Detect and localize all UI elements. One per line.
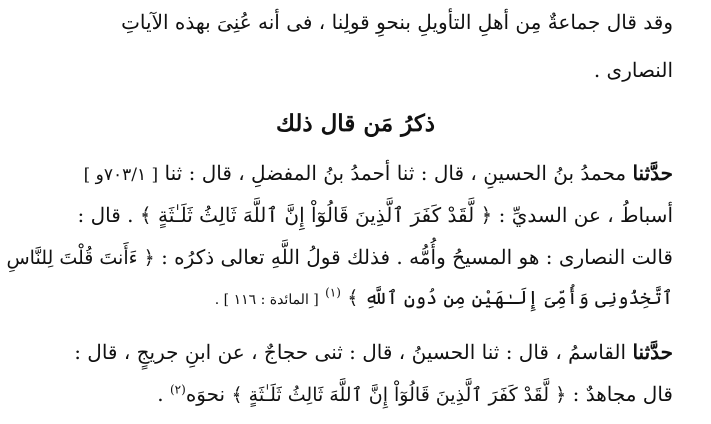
hadith2-lead: حدَّثنا	[632, 340, 673, 364]
hadith1-line-2: أسباطُ ، عن السديِّ : ﴿ لَّقَدْ كَفَرَ ٱلَّذِينَ قَالُوٓاْ إِنَّ ٱللَّهَ ثَالِثُ ثَلَـٰثَةٍ ﴾ . قال :	[77, 203, 673, 227]
intro-line-2: النصارى .	[593, 58, 673, 82]
volume-page-marker: [ ٧٠٣/١و ]	[83, 165, 159, 185]
hadith1-line-3	[6, 243, 673, 272]
hadith1-line-1	[40, 159, 673, 189]
hadith2-line-1	[40, 338, 673, 366]
quran-quote: ٱتَّخِذُونِى وَأُمِّىَ إِلَـٰهَيْنِ مِن دُونِ ٱللَّهِ ﴾	[347, 287, 673, 309]
hadith1-line3-text: قالت النصارى : هو المسيحُ وأُمُّه . فذلك قولُ اللَّهِ تعالى ذكرُه :	[161, 245, 673, 269]
hadith2-line-2	[40, 380, 673, 409]
quran-citation: [ المائدة : ١١٦ ] .	[214, 292, 319, 308]
quran-quote: ﴿ ءَأَنتَ قُلْتَ لِلنَّاسِ	[6, 247, 155, 269]
hadith2-line2-text: قال مجاهدٌ :	[572, 382, 673, 406]
footnote-marker: (١)	[325, 285, 341, 300]
intro-line-1: وقد قال جماعةٌ مِن أهلِ التأويلِ بنحوِ قولِنا ، فى أنه عُنِىَ بهذه الآياتِ	[121, 10, 673, 34]
hadith2-period: .	[157, 382, 164, 406]
hadith2-line1-text: القاسمُ ، قال : ثنا الحسينُ ، قال : ثنى حجاجٌ ، عن ابنِ جريجٍ ، قال :	[74, 340, 627, 364]
hadith1-line-4	[40, 283, 673, 314]
quran-quote: ﴿ لَّقَدْ كَفَرَ ٱلَّذِينَ قَالُوٓاْ إِنَّ ٱللَّهَ ثَالِثُ ثَلَـٰثَةٍ ﴾	[231, 384, 567, 406]
hadith1-line1-text: محمدُ بنُ الحسينِ ، قال : ثنا أحمدُ بنُ المفضلِ ، قال : ثنا	[164, 161, 627, 185]
hadith2-line2-end: نحوَه	[185, 382, 226, 406]
section-heading: ذكرُ مَن قال ذلك	[275, 110, 436, 137]
hadith1-lead: حدَّثنا	[632, 161, 673, 185]
footnote-marker: (٢)	[169, 382, 186, 397]
